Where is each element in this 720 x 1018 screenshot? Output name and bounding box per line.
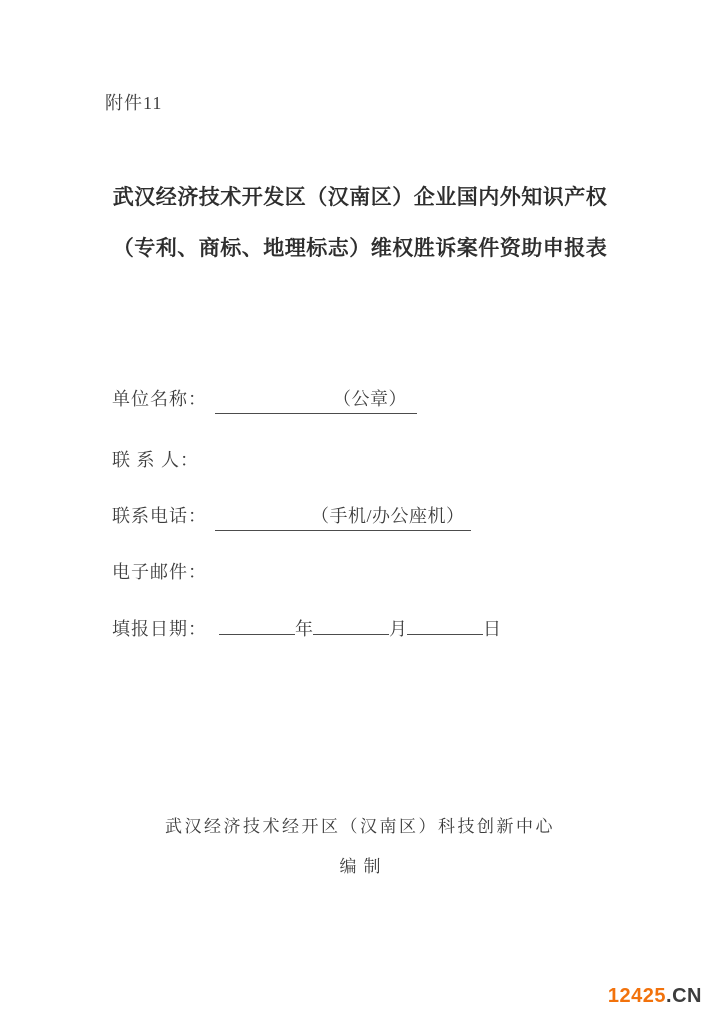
email-label: 电子邮件： xyxy=(112,562,207,582)
watermark-suffix: .CN xyxy=(666,985,702,1007)
footer-compiled-by: 编制 xyxy=(339,857,388,876)
field-row-phone xyxy=(112,502,471,531)
site-watermark xyxy=(608,985,702,1008)
field-row-email xyxy=(112,558,207,584)
footer-organization: 武汉经济技术经开区（汉南区）科技创新中心 xyxy=(165,817,555,836)
unit-name-label: 单位名称： xyxy=(112,389,207,409)
field-row-unit-name xyxy=(112,385,417,414)
date-day-unit: 日 xyxy=(483,619,501,639)
field-row-date xyxy=(112,615,501,641)
date-label: 填报日期： xyxy=(112,619,207,639)
date-year-blank xyxy=(219,616,295,635)
seal-annotation: （公章） xyxy=(333,389,407,409)
watermark-number: 12425 xyxy=(607,985,667,1007)
date-month-unit: 月 xyxy=(389,619,407,639)
contact-label: 联 系 人： xyxy=(112,450,199,470)
phone-blank xyxy=(215,502,471,531)
date-month-blank xyxy=(313,616,389,635)
date-year-unit: 年 xyxy=(295,619,313,639)
phone-annotation: （手机/办公座机） xyxy=(311,506,465,526)
attachment-label: 附件11 xyxy=(105,93,163,113)
phone-label: 联系电话： xyxy=(112,506,207,526)
document-title xyxy=(0,172,720,274)
unit-name-blank xyxy=(215,385,417,414)
title-line-2: （专利、商标、地理标志）维权胜诉案件资助申报表 xyxy=(112,237,608,260)
field-row-contact xyxy=(112,446,199,472)
title-line-1: 武汉经济技术开发区（汉南区）企业国内外知识产权 xyxy=(112,186,608,209)
date-day-blank xyxy=(407,616,483,635)
